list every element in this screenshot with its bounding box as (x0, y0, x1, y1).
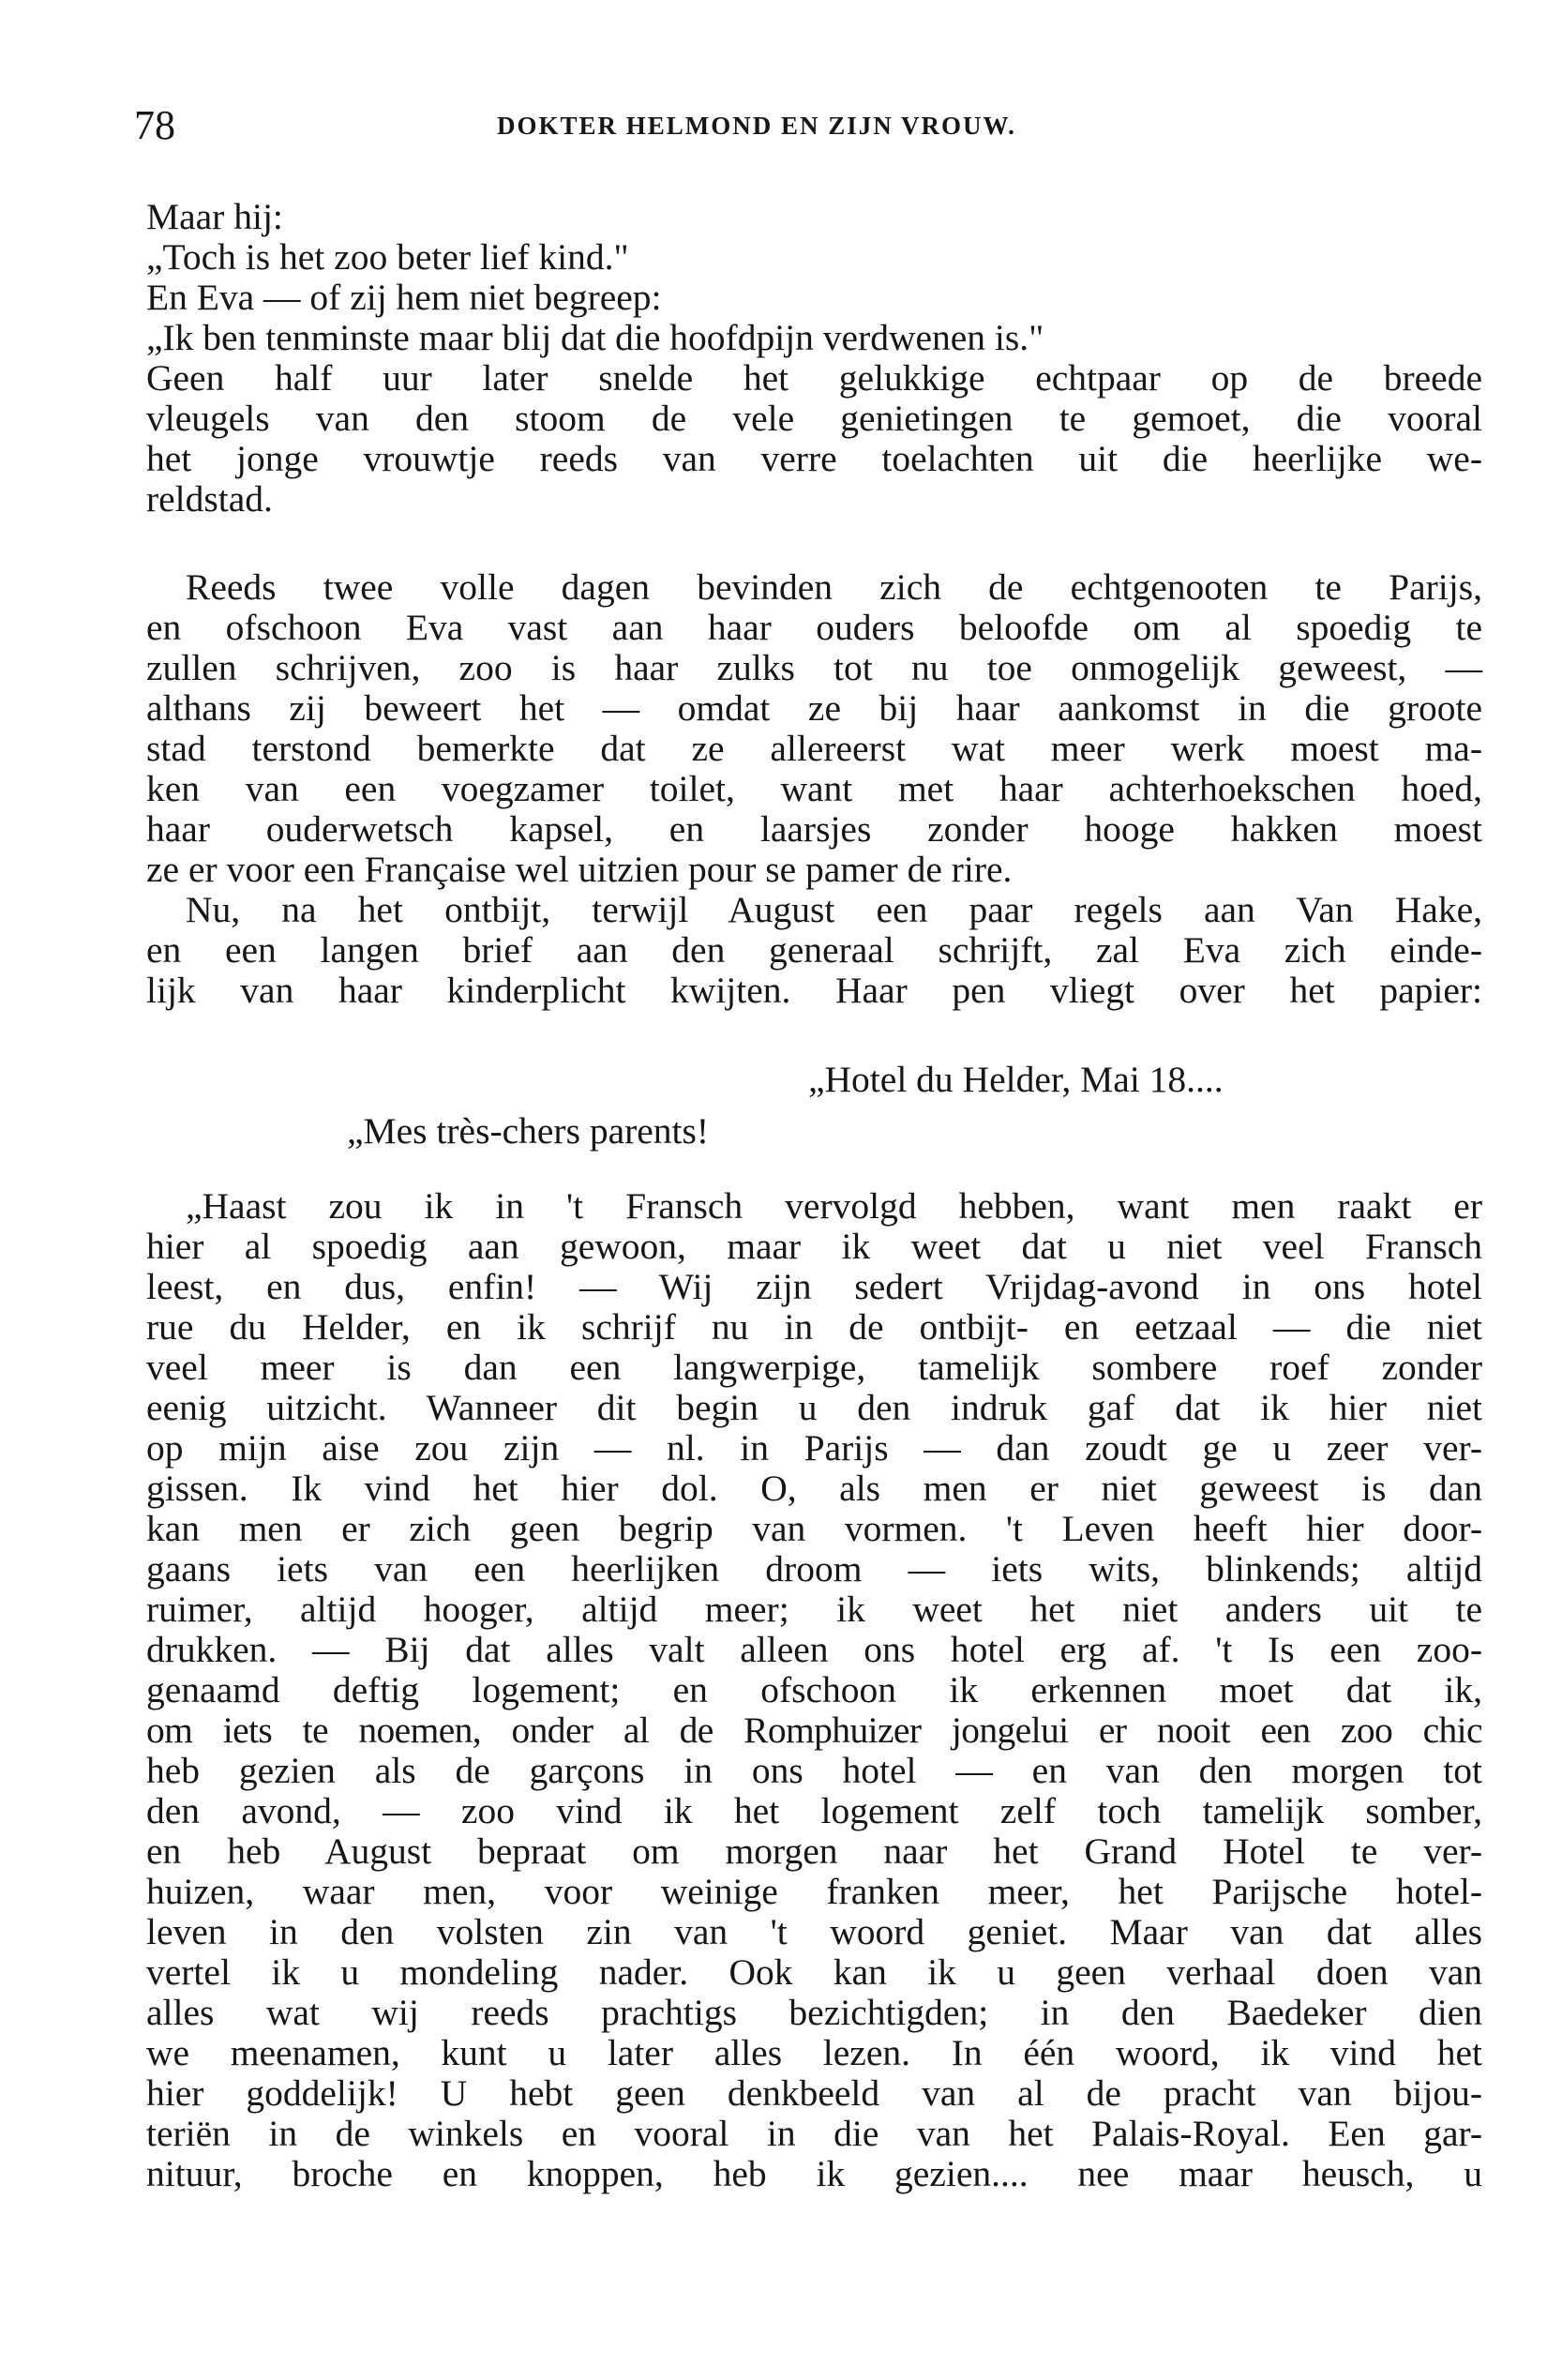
text-line: teriën in de winkels en vooral in die van het Palais-Royal. Een gar- (146, 2113, 1482, 2154)
letter-body (146, 1186, 1482, 2194)
text-line: hier al spoedig aan gewoon, maar ik weet dat u niet veel Fransch (146, 1226, 1482, 1267)
text-line: stad terstond bemerkte dat ze allereerst wat meer werk moest ma- (146, 728, 1482, 769)
text-line: „Toch is het zoo beter lief kind." (146, 236, 629, 278)
text-line: haar ouderwetsch kapsel, en laarsjes zonder hooge hakken moest (146, 808, 1482, 850)
text-line: gaans iets van een heerlijken droom — iets wits, blinkends; altijd (146, 1548, 1482, 1589)
page-number: 78 (134, 102, 175, 148)
letter-salutation: „Mes très-chers parents! (347, 1110, 710, 1152)
text-line: het jonge vrouwtje reeds van verre toelachten uit die heerlijke we- (146, 438, 1482, 479)
paragraph-block-2 (146, 567, 1482, 1011)
paragraph-block-1 (146, 197, 1482, 520)
text-line: en ofschoon Eva vast aan haar ouders beloofde om al spoedig te (146, 607, 1482, 648)
text-line: en een langen brief aan den generaal schrijft, zal Eva zich einde- (146, 929, 1482, 971)
text-line: Maar hij: (146, 196, 283, 237)
text-line: vertel ik u mondeling nader. Ook kan ik u geen verhaal doen van (146, 1951, 1482, 1993)
text-line: vleugels van den stoom de vele genietingen te gemoet, die vooral (146, 398, 1482, 439)
text-line: hier goddelijk! U hebt geen denkbeeld van al de pracht van bijou- (146, 2072, 1482, 2114)
text-line: reldstad. (146, 478, 273, 520)
text-line: genaamd deftig logement; en ofschoon ik erkennen moet dat ik, (146, 1669, 1482, 1710)
text-line: Reeds twee volle dagen bevinden zich de echtgenooten te Parijs, (186, 566, 1482, 608)
text-line: leven in den volsten zin van 't woord geniet. Maar van dat alles (146, 1911, 1482, 1952)
text-line: „Ik ben tenminste maar blij dat die hoofdpijn verdwenen is." (146, 317, 1044, 358)
text-line: Nu, na het ontbijt, terwijl August een paar regels aan Van Hake, (186, 889, 1482, 930)
text-line: huizen, waar men, voor weinige franken meer, het Parijsche hotel- (146, 1871, 1482, 1912)
text-line: alles wat wij reeds prachtigs bezichtigden; in den Baedeker dien (146, 1992, 1482, 2033)
text-line: en heb August bepraat om morgen naar het Grand Hotel te ver- (146, 1830, 1482, 1872)
letter-date-line: „Hotel du Helder, Mai 18.... (808, 1059, 1224, 1100)
text-line: althans zij beweert het — omdat ze bij haar aankomst in die groote (146, 687, 1482, 729)
text-line: den avond, — zoo vind ik het logement zelf toch tamelijk somber, (146, 1790, 1482, 1831)
text-line: eenig uitzicht. Wanneer dit begin u den indruk gaf dat ik hier niet (146, 1387, 1482, 1428)
text-line: „Haast zou ik in 't Fransch vervolgd hebben, want men raakt er (186, 1185, 1482, 1227)
text-line: leest, en dus, enfin! — Wij zijn sedert Vrijdag-avond in ons hotel (146, 1266, 1482, 1307)
text-line: ken van een voegzamer toilet, want met haar achterhoekschen hoed, (146, 768, 1482, 809)
text-line: we meenamen, kunt u later alles lezen. In één woord, ik vind het (146, 2032, 1482, 2073)
text-line: En Eva — of zij hem niet begreep: (146, 277, 662, 318)
text-line: om iets te noemen, onder al de Romphuizer jongelui er nooit een zoo chic (146, 1710, 1482, 1751)
text-line: gissen. Ik vind het hier dol. O, als men er niet geweest is dan (146, 1468, 1482, 1509)
scan-artifact (1508, 4, 1541, 32)
text-line: zullen schrijven, zoo is haar zulks tot nu toe onmogelijk geweest, — (146, 647, 1482, 688)
text-line: rue du Helder, en ik schrijf nu in de ontbijt- en eetzaal — die niet (146, 1306, 1482, 1348)
text-line: drukken. — Bij dat alles valt alleen ons hotel erg af. 't Is een zoo- (146, 1629, 1482, 1670)
text-line: veel meer is dan een langwerpige, tamelijk sombere roef zonder (146, 1347, 1482, 1388)
text-line: Geen half uur later snelde het gelukkige echtpaar op de breede (146, 357, 1482, 399)
text-line: ze er voor een Française wel uitzien pour se pamer de rire. (146, 849, 1013, 890)
text-line: op mijn aise zou zijn — nl. in Parijs — dan zoudt ge u zeer ver- (146, 1427, 1482, 1469)
text-line: ruimer, altijd hooger, altijd meer; ik weet het niet anders uit te (146, 1589, 1482, 1630)
text-line: kan men er zich geen begrip van vormen. 't Leven heeft hier door- (146, 1508, 1482, 1549)
text-line: heb gezien als de garçons in ons hotel — en van den morgen tot (146, 1750, 1482, 1791)
text-line: nituur, broche en knoppen, heb ik gezien.... nee maar heusch, u (146, 2153, 1482, 2194)
running-title: DOKTER HELMOND EN ZIJN VROUW. (497, 112, 1016, 140)
text-line: lijk van haar kinderplicht kwijten. Haar pen vliegt over het papier: (146, 970, 1482, 1011)
